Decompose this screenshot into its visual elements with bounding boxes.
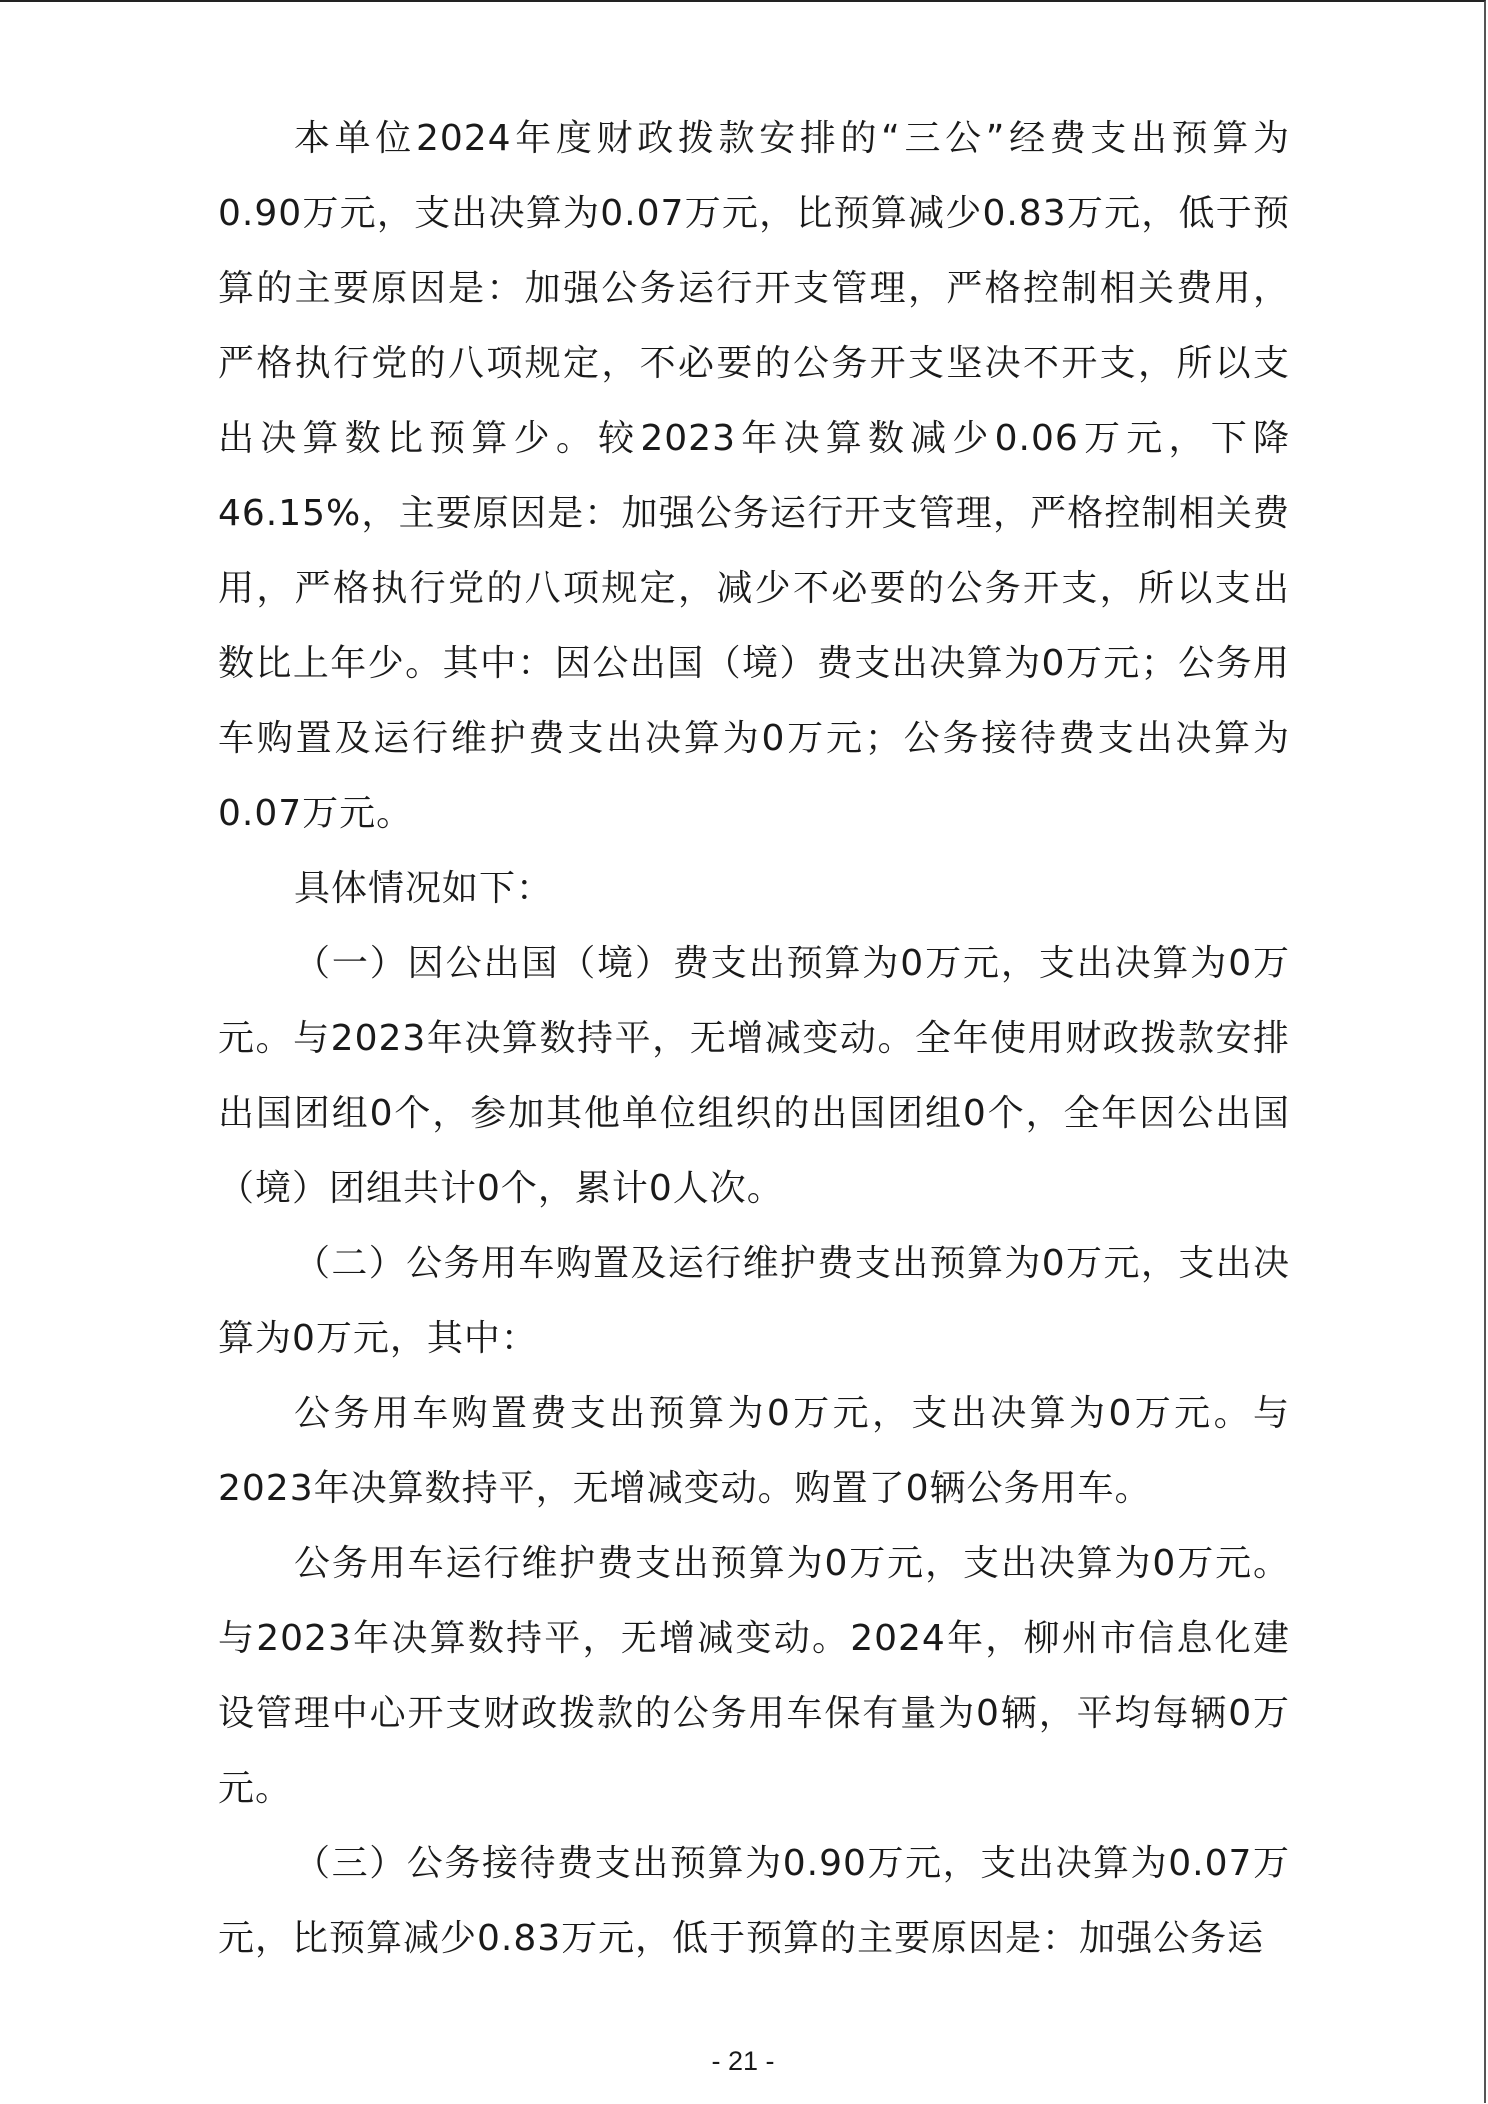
paragraph-reception-expenses: （三）公务接待费支出预算为0.90万元，支出决算为0.07万元，比预算减少0.83万元，低于预算的主要原因是：加强公务运 [218,1843,1290,1959]
paragraph-vehicle-expenses: （二）公务用车购置及运行维护费支出预算为0万元，支出决算为0万元，其中： [218,1243,1290,1359]
paragraph-details-intro: 具体情况如下： [294,868,554,909]
page-number: - 21 - [711,2046,775,2076]
paragraph-vehicle-purchase: 公务用车购置费支出预算为0万元，支出决算为0万元。与2023年决算数持平，无增减变动。购置了0辆公务用车。 [218,1393,1290,1509]
paragraph-overseas-travel: （一）因公出国（境）费支出预算为0万元，支出决算为0万元。与2023年决算数持平，无增减变动。全年使用财政拨款安排出国团组0个，参加其他单位组织的出国团组0个，全年因公出国（境）团组共计0个，累计0人次。 [218,943,1290,1209]
paragraph-three-public-expenses-summary: 本单位2024年度财政拨款安排的“三公”经费支出预算为0.90万元，支出决算为0.07万元，比预算减少0.83万元，低于预算的主要原因是：加强公务运行开支管理，严格控制相关费用，严格执行党的八项规定，不必要的公务开支坚决不开支，所以支出决算数比预算少。较2023年决算数减少0.06万元，下降46.15%，主要原因是：加强公务运行开支管理，严格控制相关费用，严格执行党的八项规定，减少不必要的公务开支，所以支出数比上年少。其中：因公出国（境）费支出决算为0万元；公务用车购置及运行维护费支出决算为0万元；公务接待费支出决算为0.07万元。 [218,118,1290,834]
paragraph-vehicle-maintenance: 公务用车运行维护费支出预算为0万元，支出决算为0万元。与2023年决算数持平，无增减变动。2024年，柳州市信息化建设管理中心开支财政拨款的公务用车保有量为0辆，平均每辆0万元。 [218,1543,1290,1809]
document-body [218,101,1290,1976]
